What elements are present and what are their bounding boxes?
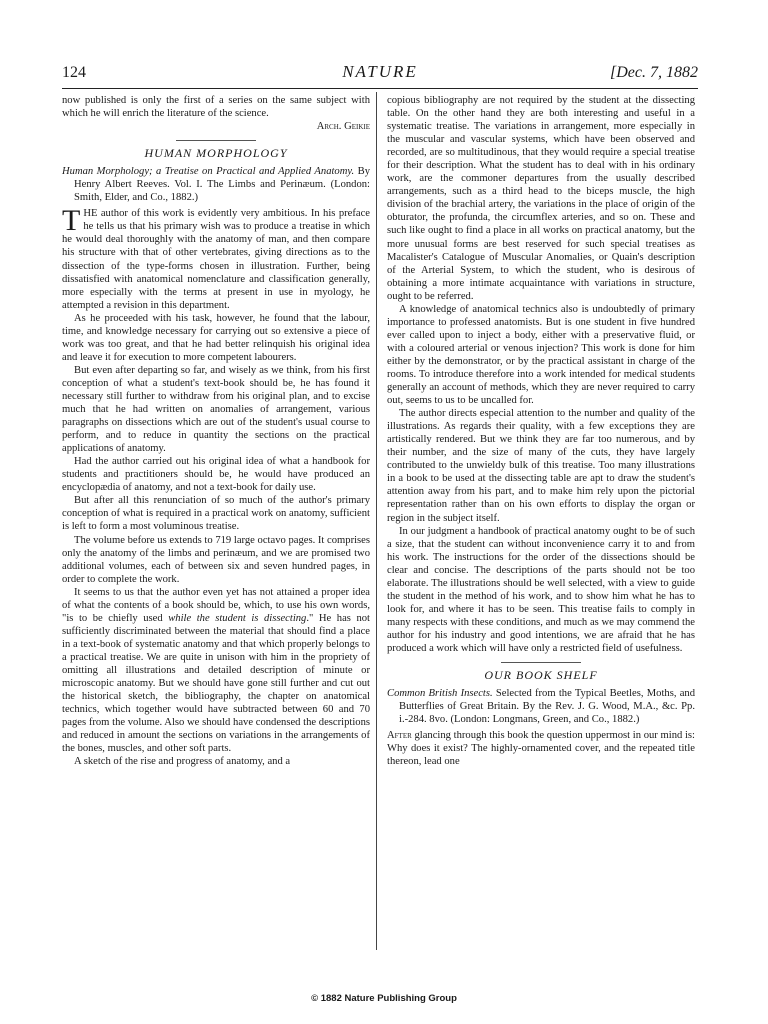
body-paragraph: Had the author carried out his original idea of what a handbook for students and practitioners should be, he would have produced an encyclopædia of anatomy, and not a text-book for daily use. <box>62 456 370 494</box>
first-paragraph <box>62 204 370 311</box>
signature-text: Arch. Geikie <box>316 121 370 133</box>
body-paragraph: A knowledge of anatomical technics also is undoubtedly of primary importance to professed anatomists. But is one student in five hundred ever called upon to inject a body, either with a preservative fluid, or with a coloured arterial or venous injection? This work is done for him either by the demonstrator, or by the practical assistant in charge of the rooms. To introduce therefore into a work intended for medical students generally an account of methods, which they are never required to carry out, seems to us to be uncalled for. <box>387 303 695 407</box>
section-title: HUMAN MORPHOLOGY <box>144 146 288 161</box>
drop-cap: T <box>62 204 81 238</box>
section-title: OUR BOOK SHELF <box>484 668 598 683</box>
book-title: Human Morphology; a Treatise on Practical and Applied Anatomy. <box>62 166 355 178</box>
book-title: Common British Insects. <box>387 688 493 700</box>
lead-word: After <box>387 730 412 742</box>
body-paragraph: But even after departing so far, and wisely as we think, from his first conception of what a student's text-book should be, he has found it necessary still further to withdraw from his original plan, and to excise much that he had written on anomalies of arrangement, various paragraphs on dissections which are out of the student's usual course to perform, and to reduce in quantity the sections on the practical applications of anatomy. <box>62 364 370 455</box>
left-column <box>62 94 370 768</box>
journal-title: NATURE <box>342 62 418 81</box>
page-header <box>62 62 698 86</box>
column-divider <box>376 92 377 950</box>
body-paragraph: A sketch of the rise and progress of anatomy, and a <box>74 756 291 768</box>
issue-date: [Dec. 7, 1882 <box>610 64 698 81</box>
section-divider <box>501 662 581 663</box>
header-rule <box>62 88 698 89</box>
intro-signature <box>62 120 370 133</box>
emphasis-before: It seems to us that the author even yet has not attained a proper idea of what the contents of a book should be, which, to use his own words, "is to be chiefly used <box>62 586 370 624</box>
emphasis-italic: while the student is dissecting <box>168 612 307 624</box>
section-divider <box>176 140 256 141</box>
first-paragraph-text: HE author of this work is evidently very ambitious. In his preface he tells us that his primary wish was to produce a treatise in which he would deal thoroughly with the anatomy of man, and then compare his structure with that of other vertebrates, giving directions as to the dissection of the type-forms chosen in illustration. Further, being dissatisfied with anatomical nomenclature and classification generally, more especially with the terms at present in use in myology, he attempted a revision in this department. <box>62 208 370 311</box>
body-paragraph: The volume before us extends to 719 large octavo pages. It comprises only the anatomy of the limbs and perinæum, and we are promised two additional volumes, each of between six and seven hundred pages, in order to complete the work. <box>62 534 370 585</box>
page-number: 124 <box>62 64 86 81</box>
body-paragraph: But after all this renunciation of so much of the author's primary conception of what is required in a practical work on anatomy, sufficient is left to form a most voluminous treatise. <box>62 495 370 533</box>
copyright-footer: © 1882 Nature Publishing Group <box>311 993 457 1004</box>
review-text: glancing through this book the question uppermost in our mind is: Why does it exist? The highly-ornamented cover, and the repeated title thereon, lead one <box>387 730 695 768</box>
body-paragraph: The author directs especial attention to the number and quality of the illustrations. As regards their quality, with a few exceptions they are artistically rendered. But we think they are far too numerous, and by their number, and the size of many of the cuts, they have largely contributed to the unwieldy bulk of this treatise. Too many illustrations in a book to be used at the dissecting table are apt to draw the student's attention away from his part, and to make him rely upon the pictorial representation rather than on his own efforts to display the organ or region in the subject itself. <box>387 408 695 524</box>
right-column <box>387 94 695 768</box>
body-paragraph: In our judgment a handbook of practical anatomy ought to be of such a size, that the student can without inconvenience carry it to and from his work. The instructions for the order of the dissections should be clear and concise. The descriptions of the parts should not be too elaborate. The illustrations should be well selected, with a view to guide the student in the method of his work, and to show him what he has to look for, and where it has to be seen. This treatise fails to comply in many respects with these conditions, and much as we may commend the author for his industry and good intentions, we are afraid that he has produced a work which will have only a restricted field of usefulness. <box>387 525 695 654</box>
body-paragraph-emphasis <box>62 586 370 756</box>
book-reference <box>387 687 695 726</box>
body-paragraph: As he proceeded with his task, however, he found that the labour, time, and knowledge necessary for carrying out so extensive a piece of work was too great, and that he had better relinquish his original idea and leave it for execution to more competent labourers. <box>62 312 370 363</box>
intro-paragraph: now published is only the first of a series on the same subject with which he will enrich the literature of the science. <box>62 95 370 120</box>
review-paragraph <box>387 729 695 768</box>
book-details: Selected from the Typical Beetles, Moths, and Butterflies of Great Britain. By the Rev. J. G. Wood, M.A., &c. Pp. i.-284. 8vo. (London: Longmans, Green, and Co., 1882.) <box>399 688 695 726</box>
continued-paragraph: copious bibliography are not required by the student at the dissecting table. On the other hand they are both interesting and useful in a systematic treatise. The variations in arrangement, more especially in the muscular and vascular systems, which have been observed and recorded, are so multitudinous, that they would require a special treatise for their description. What the student has to deal with in his ordinary work, are the commoner departures from the usually described arrangements, such as a third head to the biceps muscle, the high division of the brachial artery, the variations in the place of origin of the obturator, the profunda, the circumflex arteries, and so on. These and such like ought to find a place in all works on practical anatomy, but the more unusual forms are best reserved for such special treatises as Macalister's Catalogue of Muscular Anomalies, or Quain's description of the Arterial System, to which the student, who is desirous of obtaining a more intimate acquaintance with variations in structure, ought to be referred. <box>387 95 695 302</box>
book-details: By Henry Albert Reeves. Vol. I. The Limbs and Perinæum. (London: Smith, Elder, and Co., 1882.) <box>74 166 370 204</box>
emphasis-after: ." He has not sufficiently discriminated between the material that should find a place in a text-book of systematic anatomy and that which properly belongs to a practical treatise. We are quite in unison with him in the propriety of omitting all illustrations and detailed description of minute or microscopic anatomy. But we should have gone still further and cut out the historical sketch, the bibliography, the chapter on anatomical technics, which together would have subtracted between 60 and 70 pages from the volume. Also we should have condensed the descriptions and reduced in amount the sections on variations in the arrangements of the bones, muscles, and other soft parts. <box>62 612 370 755</box>
book-reference <box>62 165 370 204</box>
